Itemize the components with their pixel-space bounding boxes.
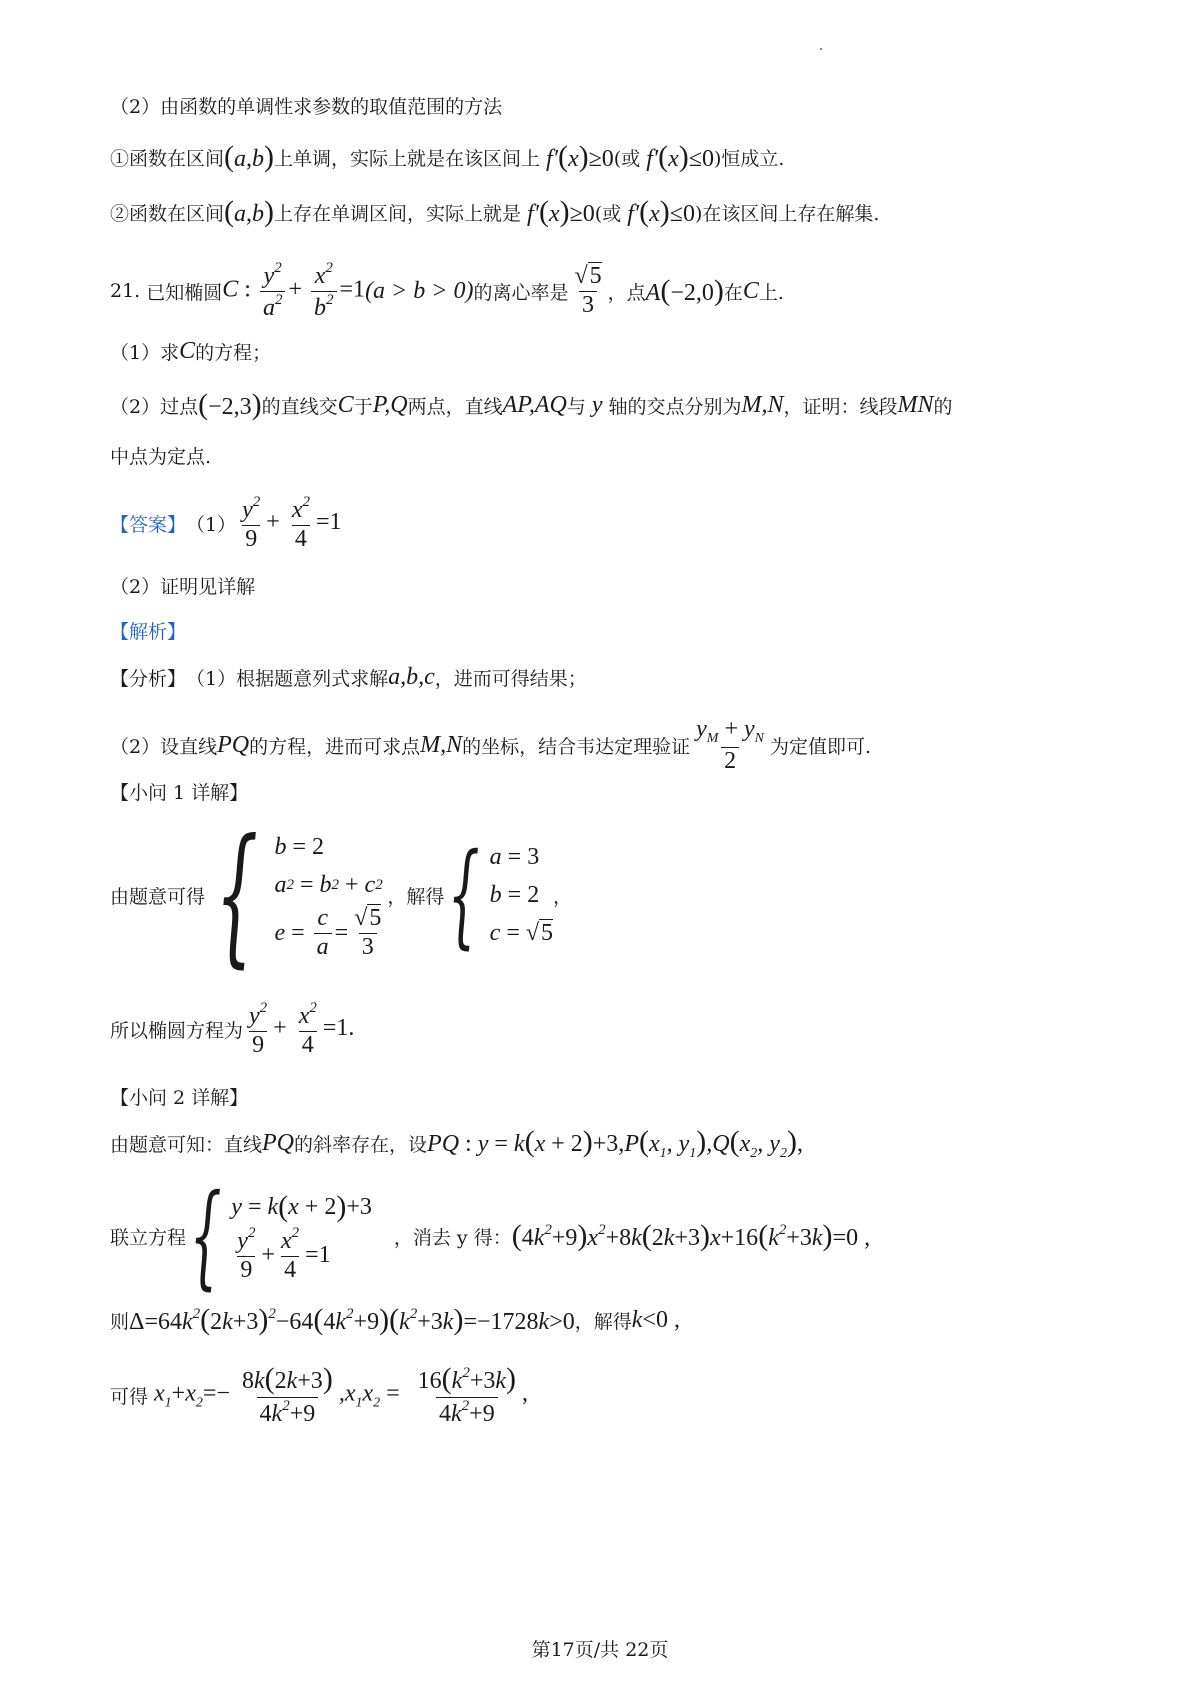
line-pq-equation: PQ : $y = k(x + 2)+3,P(x_1$, $y_1),Q(x_2$, $y_2$), <box>427 1125 803 1161</box>
eccentricity-value: $\frac{√5}{3}$ <box>574 263 602 318</box>
discriminant-expression: $\Delta=64k^2(2k+3)^2-64(4k^2+9)(k^2+3k)=-1728k>0$ <box>129 1303 575 1336</box>
final-ellipse-equation: $\frac{y^2}{9}$ + $\frac{x^2}{4}$ =1. <box>249 1000 355 1058</box>
question-1: （1）求 C 的方程； <box>110 338 272 364</box>
method-item-1: ①函数在区间 (a,b) 上单调，实际上就是在该区间上 f′(x)≥0 (或 f′(x)≤0 )恒成立. <box>110 140 785 173</box>
answer-label: 【答案】 <box>110 514 187 537</box>
vieta-formulas: $x_1+x_2=-$ $\frac{8k(2k+3)}{4k^2+9}$ $,x_1x_2$ = $\frac{16(k^2+3k)}{4k^2+9}$ , <box>148 1362 529 1427</box>
interval-ab: (a,b) <box>224 140 275 173</box>
problem-21-statement: 21. 已知椭圆 C : $\frac{y^2}{a^2}$ + $\frac{x^2}{b^2}$ =1 (a > b > 0) 的离心率是 $\frac{√5}{3}$ ，点 A(−2,0) 在 C 上. <box>110 260 784 321</box>
midpoint-fraction: $\frac{y_M + y_N}{2}$ <box>696 716 764 775</box>
point-a: A(−2,0) <box>645 274 724 308</box>
solution-system-1: { a = 3 b = 2 c = √5 <box>447 830 554 960</box>
detail-1-conclusion: 所以椭圆方程为 $\frac{y^2}{9}$ + $\frac{x^2}{4}$ =1. <box>110 1000 355 1058</box>
analysis-part-1: 【分析】 （1）根据题意列式求解 a,b,c ，进而可得结果； <box>110 664 587 690</box>
equation-system-1: { b = 2 a 2 = b 2 + c 2 e = $\frac{c}{a}$ = $\frac{√5}{3}$ <box>215 808 383 982</box>
detail-1-label: 【小问 1 详解】 <box>110 782 249 804</box>
page-footer: 第17页/共 22页 <box>531 1639 669 1661</box>
equation-system-2: { y = k ( x + 2 ) +3 $\frac{y^2}{9}$ + $\frac{x^2}{4}$ =1 <box>189 1171 372 1301</box>
method-heading: （2）由函数的单调性求参数的取值范围的方法 <box>110 96 503 118</box>
ellipse-equation: C : $\frac{y^2}{a^2}$ + $\frac{x^2}{b^2}$ =1 <box>222 260 366 321</box>
method-item-2: ②函数在区间 (a,b) 上存在单调区间，实际上就是 f′(x)≥0 (或 f′(x)≤0 )在该区间上存在解集. <box>110 195 880 228</box>
detail-2-vieta: 可得 $x_1+x_2=-$ $\frac{8k(2k+3)}{4k^2+9}$ $,x_1x_2$ = $\frac{16(k^2+3k)}{4k^2+9}$ , <box>110 1362 529 1427</box>
answer-part-1: 【答案】 （1） $\frac{y^2}{9}$ + $\frac{x^2}{4}$ =1 <box>110 494 342 552</box>
point-neg2-3: (−2,3) <box>198 388 262 421</box>
scan-dot <box>820 48 822 50</box>
ineq-fprime-le: f′(x)≤0 <box>640 140 714 173</box>
answer-ellipse-equation: $\frac{y^2}{9}$ + $\frac{x^2}{4}$ =1 <box>242 494 342 552</box>
detail-2-discriminant: 则 $\Delta=64k^2(2k+3)^2-64(4k^2+9)(k^2+3k)=-1728k>0$ ，解得 k<0 , <box>110 1303 680 1336</box>
quadratic-equation: $(4k^2+9)x^2+8k(2k+3)x+16(k^2+3k)=0$ , <box>511 1219 871 1252</box>
question-2: （2）过点 (−2,3) 的直线交 C 于 P,Q 两点，直线 AP,AQ 与 y 轴的交点分别为 M,N ，证明：线段 MN 的 <box>110 388 953 421</box>
question-2-continued: 中点为定点. <box>110 446 212 468</box>
ineq-fprime-ge: f′(x)≥0 <box>521 195 595 228</box>
analysis-label: 【解析】 <box>110 621 187 643</box>
detail-2-line-1: 由题意可知：直线 PQ 的斜率存在，设 PQ : $y = k(x + 2)+3,P(x_1$, $y_1),Q(x_2$, $y_2$), <box>110 1125 803 1161</box>
ineq-fprime-ge: f′(x)≥0 <box>540 140 614 173</box>
detail-2-line-2: 联立方程 { y = k ( x + 2 ) +3 $\frac{y^2}{9}$ + $\frac{x^2}{4}$ =1 ，消去 y 得： $(4k^2+9)x^2+8k(2k+3)x+16(k^2+3k)=0$ , <box>110 1171 871 1301</box>
detail-1-system: 由题意可得 { b = 2 a 2 = b 2 + c 2 e = $\frac{c}{a}$ = $\frac{√5}{3}$ ，解得 { a = 3 b = 2 c = √5 ， <box>110 808 573 982</box>
analysis-part-2: （2）设直线 PQ 的方程，进而可求点 M,N 的坐标，结合韦达定理验证 $\frac{y_M + y_N}{2}$ 为定值即可. <box>110 716 872 775</box>
answer-part-2: （2）证明见详解 <box>110 576 256 598</box>
ineq-fprime-le: f′(x)≤0 <box>621 195 695 228</box>
interval-ab: (a,b) <box>224 195 275 228</box>
detail-2-label: 【小问 2 详解】 <box>110 1087 249 1109</box>
